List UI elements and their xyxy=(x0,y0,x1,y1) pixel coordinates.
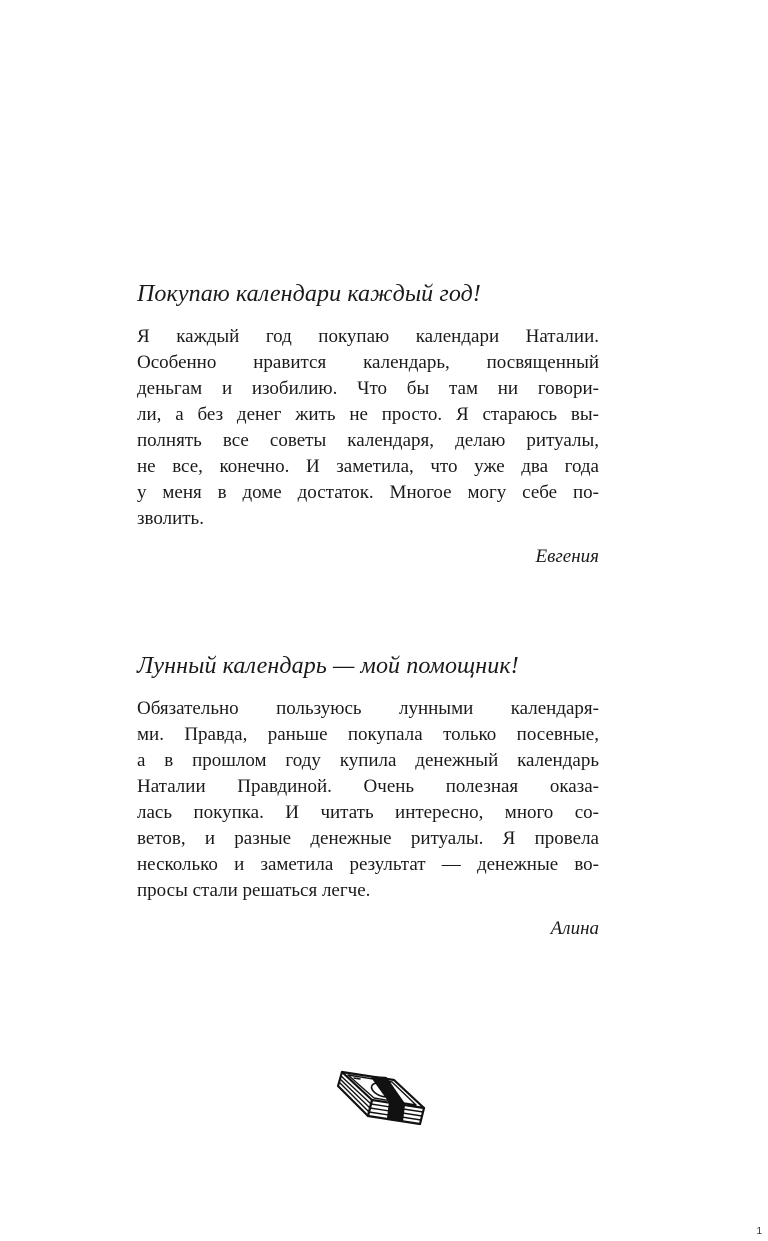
review-author: Евгения xyxy=(535,546,599,567)
review-line: у меня в доме достаток. Многое могу себе по- xyxy=(137,482,599,503)
review-line: ли, а без денег жить не просто. Я стараюсь вы- xyxy=(137,404,599,425)
review-line: ми. Правда, раньше покупала только посевные, xyxy=(137,724,599,745)
money-stack-icon xyxy=(334,1064,428,1130)
review-text xyxy=(137,696,599,904)
review-1 xyxy=(137,278,599,570)
review-line: полнять все советы календаря, делаю ритуалы, xyxy=(137,430,599,451)
review-line: деньгам и изобилию. Что бы там ни говори- xyxy=(137,378,599,399)
review-line: Наталии Правдиной. Очень полезная оказа- xyxy=(137,776,599,797)
review-2 xyxy=(137,650,599,942)
review-line: ветов, и разные денежные ритуалы. Я провела xyxy=(137,828,599,849)
review-title: Лунный календарь — мой помощник! xyxy=(137,653,519,679)
review-line: не все, конечно. И заметила, что уже два года xyxy=(137,456,599,477)
review-line: Обязательно пользуюсь лунными календаря- xyxy=(137,698,599,719)
review-line: а в прошлом году купила денежный календарь xyxy=(137,750,599,771)
review-line: просы стали решаться легче. xyxy=(137,880,371,901)
review-author: Алина xyxy=(550,918,599,939)
review-line: лась покупка. И читать интересно, много со- xyxy=(137,802,599,823)
review-text xyxy=(137,324,599,532)
review-line: несколько и заметила результат — денежные во- xyxy=(137,854,599,875)
page-number: 1 xyxy=(756,1226,762,1237)
review-line: Я каждый год покупаю календари Наталии. xyxy=(137,326,599,347)
review-line: зволить. xyxy=(137,508,204,529)
review-line: Особенно нравится календарь, посвященный xyxy=(137,352,599,373)
review-title: Покупаю календари каждый год! xyxy=(137,281,481,307)
